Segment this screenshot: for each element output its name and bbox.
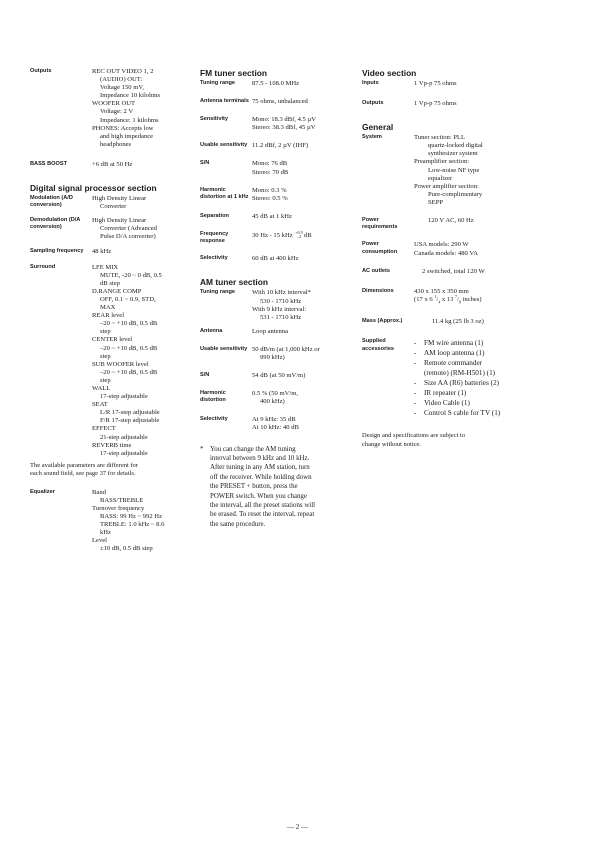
accessory-item: (remote) (RM-H501) (1) (424, 369, 496, 378)
equalizer-line: Band (92, 488, 106, 496)
fm-section-title: FM tuner section (200, 68, 268, 78)
sampling-label: Sampling frequency (30, 247, 84, 254)
equalizer-line: ±10 dB, 0.5 dB step (100, 545, 153, 553)
parameters-note-line: The available parameters are different for (30, 461, 138, 469)
am-interval-note (200, 445, 360, 530)
am-antenna-label: Antenna (200, 327, 223, 334)
am-selectivity-line: At 9 kHz: 35 dB (252, 416, 296, 424)
surround-line: 21-step adjustable (100, 433, 148, 441)
bass-boost-spec (30, 161, 195, 169)
ac-outlets-value: 2 switched, total 120 W (422, 267, 485, 275)
power-consumption-line: USA models: 290 W (414, 241, 469, 249)
surround-label: Surround (30, 263, 56, 270)
fm-harmonic-line: Stereo: 0.5 % (252, 194, 288, 202)
am-tuning-range-line: 530 - 1710 kHz (260, 297, 302, 305)
dimensions-label: Dimensions (362, 287, 394, 294)
am-usable-sensitivity-spec (200, 346, 360, 362)
system-line: synthesizer system (428, 150, 478, 158)
outputs-line: REC OUT VIDEO 1, 2 (92, 68, 154, 75)
system-line: Pure-complimentary (428, 190, 483, 198)
fm-separation-spec (200, 213, 360, 221)
surround-line: MUTE, -20 ~ 0 dB, 0.5 (100, 271, 162, 279)
accessory-item: - Control S cable for TV (1) (414, 409, 501, 418)
bass-boost-value: +6 dB at 50 Hz (92, 160, 133, 168)
dimensions-spec (362, 288, 572, 307)
outputs-line: Voltage: 2 V (100, 108, 134, 116)
fm-selectivity-label: Selectivity (200, 255, 228, 262)
surround-line: LFE MIX (92, 263, 119, 271)
am-selectivity-line: At 10 kHz: 40 dB (252, 424, 299, 432)
video-section-title: Video section (362, 68, 417, 78)
fm-tuning-range-label: Tuning range (200, 80, 236, 86)
am-usable-sensitivity-line: 50 dB/m (at 1,000 kHz or (252, 345, 320, 353)
bullet-dash: - (414, 339, 417, 348)
power-consumption-label: Power consumption (362, 241, 398, 255)
surround-line: step (100, 328, 111, 336)
power-requirements-value: 120 V AC, 60 Hz (428, 217, 474, 225)
am-tuning-range-line: With 9 kHz interval: (252, 305, 307, 313)
outputs-line: (AUDIO) OUT: (100, 76, 143, 84)
power-requirements-spec (362, 217, 572, 231)
fraction-denominator: 4 (438, 299, 441, 305)
bullet-dash: - (414, 399, 417, 408)
system-line: Power amplifier section: (414, 182, 479, 190)
power-consumption-spec (362, 241, 572, 257)
parameters-note-line: each sound field, see page 37 for details. (30, 470, 136, 478)
fraction-denominator: 8 (458, 299, 461, 305)
sampling-value: 48 kHz (92, 247, 112, 255)
am-note-line: After tuning in any AM station, turn (210, 464, 310, 472)
surround-line: SUB WOOFER level (92, 360, 149, 368)
am-note-line: off the receiver. While holding down (210, 473, 312, 481)
am-note-line: interval between 9 kHz and 10 kHz. (210, 454, 310, 462)
am-note-line: the interval, all the preset stations will (210, 502, 316, 509)
fm-antenna-label: Antenna terminals (200, 98, 249, 105)
fraction-numerator: 1 (434, 293, 437, 299)
am-harmonic-label: Harmonic distortion (200, 390, 226, 404)
fm-sn-spec (200, 160, 360, 176)
fm-separation-value: 45 dB at 1 kHz (252, 212, 292, 220)
outputs-line: WOOFER OUT (92, 100, 136, 108)
column-left (30, 68, 195, 559)
surround-line: REAR level (92, 312, 125, 320)
am-note-line: You can change the AM tuning (210, 445, 296, 453)
surround-line: 17-step adjustable (100, 393, 148, 401)
column-middle (200, 68, 360, 529)
fm-sensitivity-label: Sensitivity (200, 116, 228, 123)
accessory-item: - Size AA (R6) batteries (2) (414, 379, 500, 388)
surround-line: REVERB time (92, 441, 132, 449)
am-note-line: the same procedure. (210, 520, 266, 528)
fm-sensitivity-line: Stereo: 38.3 dBf, 45 µV (252, 124, 316, 132)
fm-frequency-response-label: Frequency response (200, 230, 229, 245)
system-line: Preamplifier section: (414, 158, 470, 166)
fm-sn-label: S/N (200, 160, 210, 167)
system-line: equalizer (428, 174, 453, 182)
am-harmonic-spec (200, 390, 360, 406)
system-line: Low-noise NF type (428, 166, 480, 174)
power-requirements-label: Power requirements (362, 217, 398, 231)
surround-line: step (100, 352, 111, 360)
surround-line: –20 ~ +10 dB, 0.5 dB (100, 344, 158, 352)
fm-selectivity-spec (200, 255, 360, 263)
dimensions-close: inches) (460, 295, 482, 303)
footnote-asterisk: * (200, 445, 204, 453)
system-line: quartz-locked digital (428, 142, 483, 150)
bass-boost-label: BASS BOOST (30, 160, 67, 167)
parameters-note (30, 462, 195, 479)
modulation-label: Modulation (A/D conversion) (30, 195, 73, 209)
modulation-line: High Density Linear (92, 195, 147, 203)
am-tuning-range-line: With 10 kHz interval* (252, 289, 311, 297)
fm-tuning-range-spec (200, 80, 360, 88)
fm-frequency-response-value: 30 Hz - 15 kHz (252, 231, 293, 239)
demodulation-line: High Density Linear (92, 217, 147, 225)
accessory-item: - Video Cable (1) (414, 399, 470, 408)
fraction-numerator: 7 (455, 293, 458, 299)
am-harmonic-line: 0.5 % (50 mV/m, (252, 390, 298, 398)
fm-sensitivity-line: Mono: 18.3 dBf, 4.5 µV (252, 116, 317, 124)
bullet-dash: - (414, 349, 417, 358)
equalizer-line: BASS: 99 Hz ~ 992 Hz (100, 512, 162, 520)
ac-outlets-label: AC outlets (362, 267, 390, 274)
dimensions-mid: x 13 (440, 295, 456, 303)
fm-tuning-range-value: 87.5 - 108.0 MHz (252, 80, 300, 87)
surround-line: EFFECT (92, 425, 116, 433)
fm-harmonic-label: Harmonic distortion at 1 kHz (200, 186, 249, 200)
am-antenna-value: Loop antenna (252, 327, 289, 335)
accessory-item: - FM wire antenna (1) (414, 339, 484, 348)
am-section-title: AM tuner section (200, 277, 268, 288)
surround-line: F/R 17-step adjustable (100, 417, 160, 425)
system-label: System (362, 134, 382, 141)
am-usable-sensitivity-label: Usable sensitivity (200, 345, 248, 352)
fm-harmonic-spec (200, 187, 360, 203)
fm-usable-sensitivity-spec (200, 142, 360, 150)
fm-frequency-response-spec (200, 231, 360, 245)
demodulation-line: Converter (Advanced (100, 225, 157, 233)
am-sn-value: 54 dB (at 50 mV/m) (252, 372, 306, 380)
tolerance-lower: –2 (297, 234, 302, 240)
outputs-label: Outputs (30, 68, 52, 74)
fm-sn-line: Mono: 76 dB (252, 160, 288, 168)
am-note-line: be erased. To reset the interval, repeat (210, 511, 315, 519)
video-inputs-label: Inputs (362, 80, 379, 86)
video-outputs-label: Outputs (362, 100, 384, 107)
surround-line: L/R 17-step adjustable (100, 409, 160, 417)
am-selectivity-label: Selectivity (200, 416, 228, 423)
system-spec (362, 134, 572, 207)
dimensions-open: (17 x 6 (414, 295, 433, 303)
am-tuning-range-label: Tuning range (200, 289, 236, 296)
surround-line: 17-step adjustable (100, 449, 148, 457)
surround-line: WALL (92, 385, 111, 392)
system-line: SEPP (428, 198, 444, 206)
surround-line: –20 ~ +10 dB, 0.5 dB (100, 320, 158, 328)
surround-line: D.RANGE COMP (92, 287, 142, 295)
am-note-line: POWER switch. When you change (210, 492, 307, 500)
fm-antenna-value: 75 ohms, unbalanced (252, 98, 308, 106)
fm-selectivity-value: 60 dB at 400 kHz (252, 255, 299, 263)
outputs-spec (30, 68, 195, 149)
power-consumption-line: Canada models: 480 VA (414, 249, 479, 257)
fm-sn-line: Stereo: 70 dB (252, 168, 289, 176)
video-inputs-spec (362, 80, 572, 88)
modulation-line: Converter (100, 203, 127, 211)
accessories-label: Supplied accessories (362, 338, 395, 352)
tolerance-upper: +0.5 (295, 229, 303, 235)
dsp-section-title: Digital signal processor section (30, 183, 157, 194)
surround-line: MAX (100, 304, 116, 312)
bullet-dash: - (414, 379, 417, 388)
am-selectivity-spec (200, 416, 360, 432)
mass-spec (362, 318, 572, 326)
equalizer-line: TREBLE: 1.0 kHz ~ 8.6 (100, 521, 165, 529)
accessory-item: - AM loop antenna (1) (414, 349, 485, 358)
outputs-line: and high impedance (100, 132, 154, 140)
general-section-title: General (362, 122, 394, 133)
surround-line: –20 ~ +10 dB, 0.5 dB (100, 368, 158, 376)
equalizer-label: Equalizer (30, 488, 55, 495)
outputs-line: PHONES: Accepts low (92, 124, 154, 132)
sampling-spec (30, 248, 195, 256)
fm-usable-sensitivity-label: Usable sensitivity (200, 142, 248, 149)
am-sn-spec (200, 372, 360, 380)
fm-separation-label: Separation (200, 212, 229, 219)
am-harmonic-line: 400 kHz) (260, 398, 285, 406)
surround-line: OFF, 0.1 ~ 0.9, STD, (100, 295, 156, 303)
column-right (362, 68, 572, 449)
am-tuning-range-line: 531 - 1710 kHz (260, 313, 302, 321)
modulation-spec (30, 195, 195, 211)
equalizer-line: Turnover frequency (92, 504, 145, 512)
mass-value: 11.4 kg (25 lb 3 oz) (432, 318, 484, 326)
outputs-line: Impedance: 1 kilohms (100, 116, 159, 124)
bullet-dash: - (414, 409, 417, 418)
design-note (362, 432, 572, 449)
surround-line: step (100, 376, 111, 384)
video-inputs-value: 1 Vp-p 75 ohms (414, 80, 457, 87)
dimensions-metric: 430 x 155 x 350 mm (414, 287, 469, 295)
am-sn-label: S/N (200, 372, 210, 379)
fm-sensitivity-spec (200, 116, 360, 132)
surround-line: dB step (100, 279, 120, 287)
ac-outlets-spec (362, 268, 572, 276)
design-note-line: change without notice. (362, 440, 422, 448)
equalizer-spec (30, 489, 195, 554)
equalizer-line: BASS/TREBLE (100, 496, 144, 504)
surround-line: SEAT (92, 401, 108, 409)
fm-frequency-response-unit: dB (303, 231, 312, 239)
bullet-dash: - (414, 359, 417, 368)
frequency-tolerance (295, 231, 303, 240)
dimensions-imperial: (17 x 6 $^1/_4$ x 13 $^7/_8$ inches) (414, 293, 482, 305)
equalizer-line: kHz (100, 529, 111, 537)
demodulation-label: Demodulation (D/A conversion) (30, 217, 81, 231)
am-antenna-spec (200, 328, 360, 336)
accessory-item: - Remote commander (414, 359, 483, 368)
outputs-line: Impedance 10 kilohms (100, 92, 161, 100)
equalizer-line: Level (92, 537, 108, 545)
demodulation-line: Pulse D/A converter) (100, 233, 156, 241)
video-outputs-value: 1 Vp-p 75 ohms (414, 100, 457, 108)
fm-antenna-spec (200, 98, 360, 106)
am-tuning-range-spec (200, 289, 360, 321)
outputs-line: Voltage 150 mV, (100, 84, 144, 92)
surround-line: CENTER level (92, 336, 133, 344)
page-number: — 2 — (287, 823, 308, 831)
surround-spec (30, 264, 195, 458)
demodulation-spec (30, 217, 195, 241)
fm-harmonic-line: Mono: 0.3 % (252, 186, 287, 194)
outputs-line: headphones (100, 140, 132, 148)
am-note-line: the PRESET + button, press the (210, 483, 298, 491)
accessories-spec (362, 338, 572, 418)
system-line: Tuner section: PLL (414, 134, 466, 142)
mass-label: Mass (Approx.) (362, 318, 403, 325)
am-usable-sensitivity-line: 999 kHz) (260, 354, 285, 361)
design-note-line: Design and specifications are subject to (362, 432, 466, 440)
bullet-dash: - (414, 389, 417, 398)
accessory-item: - IR repeater (1) (414, 389, 467, 398)
video-outputs-spec (362, 100, 572, 108)
fm-usable-sensitivity-value: 11.2 dBf, 2 µV (IHF) (252, 142, 309, 150)
